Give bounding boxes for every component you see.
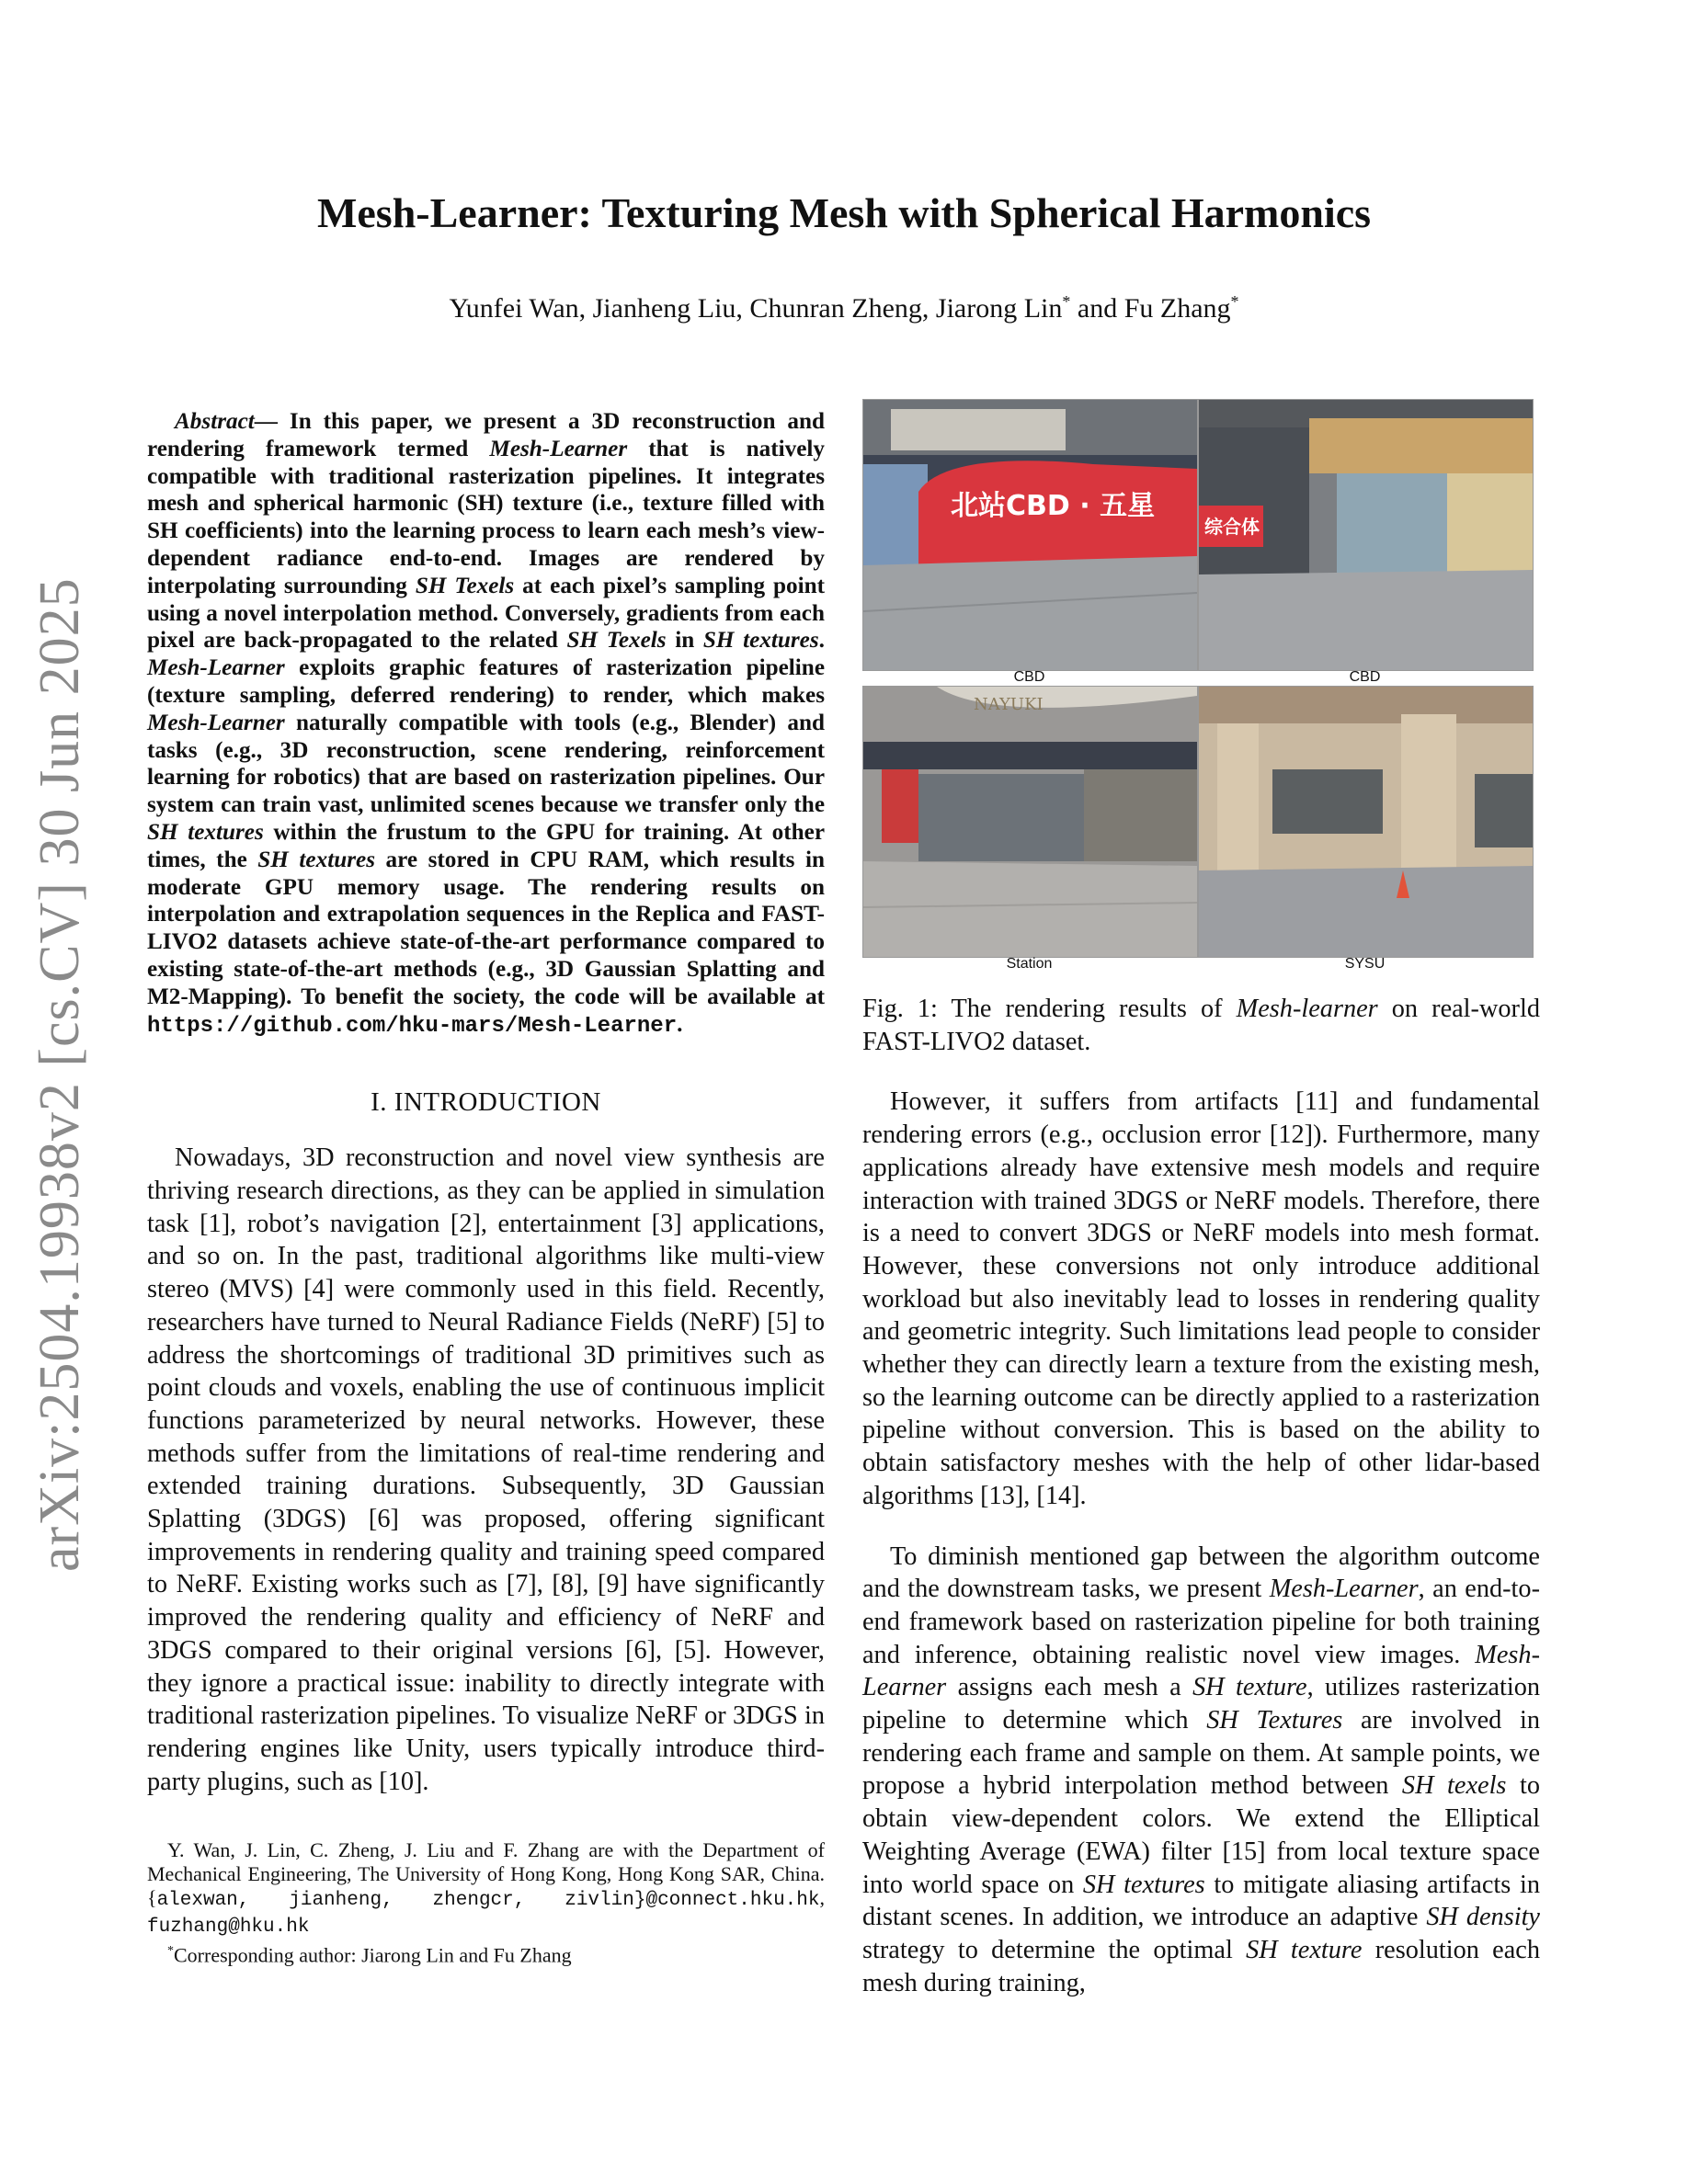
render-image-cbd-2 (1198, 399, 1534, 671)
store-sign-text: NAYUKI (974, 695, 1044, 714)
right-column (862, 399, 1540, 1999)
figure-caption-station: Station (1006, 956, 1053, 972)
render-image-sysu (1198, 686, 1534, 958)
affiliation-footnote: Y. Wan, J. Lin, C. Zheng, J. Liu and F. Zhang are with the Department of Mechanical Engineering, The University of Hong Kong, Hong Kong SAR, China. {alexwan, jianheng, zhengcr, zivlin}@connect.hku.hk, fuzhang@hku.hk (147, 1838, 825, 1939)
intro-paragraph: Nowadays, 3D reconstruction and novel view synthesis are thriving research directions, as they can be applied in simulation task [1], robot’s navigation [2], entertainment [3] applications, and so on. In the past, traditional algorithms like multi-view stereo (MVS) [4] were commonly used in this field. Recently, researchers have turned to Neural Radiance Fields (NeRF) [5] to address the shortcomings of traditional 3D primitives such as point clouds and voxels, enabling the use of continuous implicit functions parameterized by neural networks. However, these methods suffer from the limitations of real-time rendering and extended training durations. Subsequently, 3D Gaussian Splatting (3DGS) [6] was proposed, offering significant improvements in rendering quality and training speed compared to NeRF. Existing works such as [7], [8], [9] have significantly improved the rendering quality and efficiency of NeRF and 3DGS compared to their original versions [6], [5]. However, they ignore a practical issue: inability to directly integrate with traditional rasterization pipelines. To visualize NeRF or 3DGS in rendering engines like Unity, users typically introduce third-party plugins, such as [10]. (147, 1143, 825, 1796)
figure-caption-sysu: SYSU (1344, 956, 1386, 972)
corresponding-footnote: *Corresponding author: Jiarong Lin and Fu Zhang (167, 1943, 572, 1967)
section-heading-introduction: I. INTRODUCTION (371, 1087, 601, 1118)
arxiv-identifier: arXiv:2504.19938v2 [cs.CV] 30 Jun 2025 (29, 577, 91, 1572)
figure-1-caption: Fig. 1: The rendering results of Mesh-learner on real-world FAST-LIVO2 dataset. (862, 995, 1540, 1056)
billboard-text: 北站CBD · 五星 (951, 490, 1156, 522)
rendered-scene-cbd-billboard (863, 400, 1197, 670)
figure-1-grid (862, 399, 1540, 980)
code-link[interactable]: https://github.com/hku-mars/Mesh-Learner (147, 1013, 678, 1039)
banner-text: 综合体 (1204, 516, 1260, 538)
figure-caption-cbd-2: CBD (1349, 669, 1381, 685)
right-paragraph-1: However, it suffers from artifacts [11] and fundamental rendering errors (e.g., occlusion error [12]). Furthermore, many applications already have extensive mesh models and require interaction with trained 3DGS or NeRF models. Therefore, there is a need to convert 3DGS or NeRF models into mesh format. However, these conversions not only introduce additional workload but also inevitably lead to losses in rendering quality and geometric integrity. Such limitations lead people to consider whether they can directly learn a texture from the existing mesh, so the learning outcome can be directly applied to a rasterization pipeline without conversion. This is based on the ability to obtain satisfactory meshes with the help of other lidar-based algorithms [13], [14]. (862, 1087, 1540, 1510)
right-paragraph-2: To diminish mentioned gap between the algorithm outcome and the downstream tasks, we present Mesh-Learner, an end-to-end framework based on rasterization pipeline for both training and inference, obtaining realistic novel view images. Mesh-Learner assigns each mesh a SH texture, utilizes rasterization pipeline to determine which SH Textures are involved in rendering each frame and sample on them. At sample points, we propose a hybrid interpolation method between SH texels to obtain view-dependent colors. We extend the Elliptical Weighting Average (EWA) filter [15] from local texture space into world space on SH textures to mitigate aliasing artifacts in distant scenes. In addition, we introduce an adaptive SH density strategy to determine the optimal SH texture resolution each mesh during training, (862, 1541, 1541, 1997)
abstract: Abstract— In this paper, we present a 3D reconstruction and rendering framework termed Mesh-Learner that is natively compatible with traditional rasterization pipelines. It integrates mesh and spherical harmonic (SH) texture (i.e., texture filled with SH coefficients) into the learning process to learn each mesh’s view-dependent radiance end-to-end. Images are rendered by interpolating surrounding SH Texels at each pixel’s sampling point using a novel interpolation method. Conversely, gradients from each pixel are back-propagated to the related SH Texels in SH textures. Mesh-Learner exploits graphic features of rasterization pipeline (texture sampling, deferred rendering) to render, which makes Mesh-Learner naturally compatible with tools (e.g., Blender) and tasks (e.g., 3D reconstruction, scene rendering, reinforcement learning for robotics) that are based on rasterization pipelines. Our system can train vast, unlimited scenes because we transfer only the SH textures within the frustum to the GPU for training. At other times, the SH textures are stored in CPU RAM, which results in moderate GPU memory usage. The rendering results on interpolation and extrapolation sequences in the Replica and FAST-LIVO2 datasets achieve state-of-the-art performance compared to existing state-of-the-art methods (e.g., 3D Gaussian Splatting and M2-Mapping). To benefit the society, the code will be available at https://github.com/hku-mars/Mesh-Learner. (147, 409, 826, 1039)
rendered-scene-station (863, 687, 1197, 957)
rendered-scene-sysu (1199, 687, 1533, 957)
render-image-cbd-1 (862, 399, 1198, 671)
abstract-label: Abstract (175, 409, 255, 434)
rendered-scene-cbd-storefront (1199, 400, 1533, 670)
render-image-station (862, 686, 1198, 958)
left-column (147, 408, 825, 1968)
author-list (0, 292, 1688, 324)
paper-title: Mesh-Learner: Texturing Mesh with Spherical Harmonics (316, 189, 1372, 236)
authors-last: and Fu Zhang (1070, 293, 1231, 324)
figure-caption-cbd-1: CBD (1013, 669, 1045, 685)
corresponding-mark: * (1062, 292, 1071, 311)
authors-main: Yunfei Wan, Jianheng Liu, Chunran Zheng, Jiarong Lin (449, 293, 1063, 324)
corresponding-mark: * (1230, 292, 1239, 311)
